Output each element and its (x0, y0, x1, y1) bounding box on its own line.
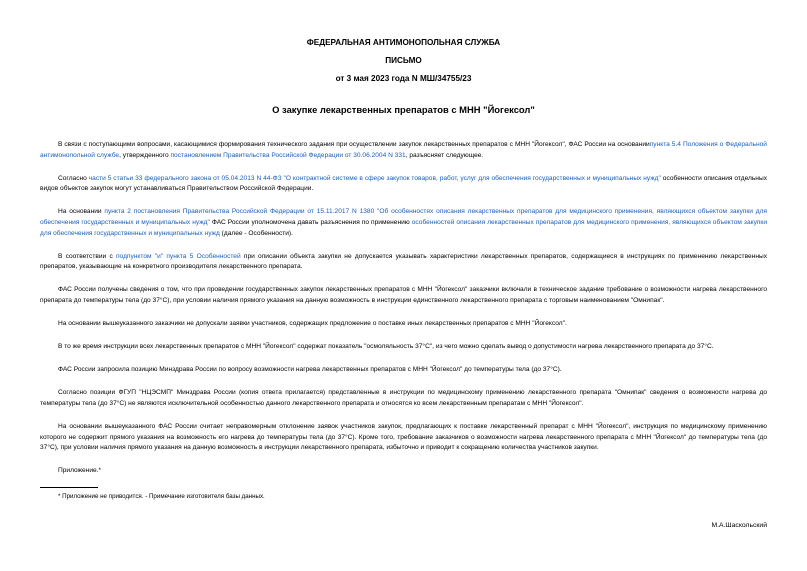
link-government-decree-331[interactable]: постановлением Правительства Российской Федерации от 30.06.2004 N 331 (170, 151, 406, 159)
paragraph-8: ФАС России запросила позицию Минздрава России по вопросу возможности нагрева лекарственных препаратов с МНН "Йогексол" до температуры тела (до 37°C). (58, 366, 562, 374)
link-features-description[interactable]: особенностей описания лекарственных препаратов для медицинского применения, являющихся объектом закупки для обеспечения государственных и муниципальных нужд (40, 218, 768, 237)
paragraph-9: Согласно позиции ФГУП "НЦЭСМП" Минздрава России (копия ответа прилагается) представленные в инструкции по медицинскому применению лекарственного препарата "Омнипак" сведения о возможности нагрева до температуры тела (до 37°C) не являются исключительной особенностью данного лекарственного препарата и относятся ко всем лекарственным препаратам с МНН "Йогексол". (40, 389, 767, 407)
paragraph-1 (40, 140, 767, 161)
document-type: ПИСЬМО (385, 56, 422, 65)
text: особенности описания отдельных видов объектов закупок могут устанавливаться Правительством Российской Федерации. (40, 174, 767, 193)
text: (далее - Особенности). (219, 229, 293, 237)
link-regulation-fas[interactable]: пункта 5.4 Положения о Федеральной антимонопольной службе (40, 141, 767, 159)
signature: М.А.Шаскольский (711, 522, 767, 529)
document-date-number: от 3 мая 2023 года N МШ/34755/23 (335, 74, 472, 83)
paragraph-6: На основании вышеуказанного заказчики не допускали заявки участников, содержащих предложение о поставке иных лекарственных препаратов с МНН "Йогексол". (58, 320, 567, 328)
text: , утвержденного (119, 151, 171, 159)
text: , разъясняет следующее. (405, 151, 484, 159)
text: ФАС России уполномочена давать разъяснения по применению (209, 218, 412, 226)
text: На основании (58, 208, 105, 216)
text: Согласно (58, 174, 89, 182)
document-body (40, 140, 767, 502)
text: при описании объекта закупки не допускается указывать характеристики лекарственных препаратов, содержащиеся в инструкциях по применению лекарственных препаратов, указывающие на конкретного производителя лекарственного препарата. (40, 252, 767, 271)
paragraph-2 (40, 174, 767, 195)
paragraph-3 (40, 207, 767, 239)
footnote-divider (40, 487, 98, 488)
document-title: О закупке лекарственных препаратов с МНН "Йогексол" (272, 104, 535, 115)
link-government-decree-1380[interactable]: пункта 2 постановления Правительства Российской Федерации от 15.11.2017 N 1380 "Об особенностях описания лекарственных препаратов для медицинского применения, являющихся объектом закупки для обеспечения государственных и муниципальных нужд" (40, 208, 767, 226)
link-subparagraph-i[interactable]: подпунктом "и" пункта 5 Особенностей (115, 252, 241, 260)
link-law-44fz[interactable]: части 5 статьи 33 федерального закона от 05.04.2013 N 44-ФЗ "О контрактной системе в сфере закупок товаров, работ, услуг для обеспечения государственных и муниципальных нужд" (88, 174, 661, 182)
paragraph-5: ФАС России получены сведения о том, что при проведении государственных закупок лекарственных препаратов с МНН "Йогексол" заказчики включали в техническое задание требование о возможности нагрева лекарственного препарата до температуры тела (до 37°C), при условии наличия прямого указания на данную возможность в инструкции единственного лекарственного препарата с торговым наименованием "Омнипак". (40, 286, 767, 304)
attachment-note: Приложение.* (58, 467, 102, 475)
paragraph-7: В то же время инструкции всех лекарственных препаратов с МНН "Йогексол" содержат показатель "осмоляльность 37°C", из чего можно сделать вывод о допустимости нагрева лекарственного препарата до 37°C. (58, 343, 714, 351)
agency-name: ФЕДЕРАЛЬНАЯ АНТИМОНОПОЛЬНАЯ СЛУЖБА (306, 38, 501, 47)
footnote: * Приложение не приводится. - Примечание изготовителя базы данных. (58, 492, 265, 500)
text: В связи с поступающими вопросами, касающимися формирования технического задания при осуществлении закупок лекарственных препаратов с МНН "Йогексол", ФАС России на основании (58, 141, 650, 148)
paragraph-4 (40, 252, 767, 273)
paragraph-10: На основании вышеуказанного ФАС России считает неправомерным отклонение заявок участников закупок, предлагающих к поставке лекарственный препарат с МНН "Йогексол", инструкция по медицинскому применению которого не содержит прямого указания на возможность его нагрева до температуры тела (до 37°C). Кроме того, требование заказчиков о возможности нагрева лекарственного препарата с МНН "Йогексол" до температуры тела (до 37°C), при условии наличия прямого указания на данную возможность в инструкции лекарственного препарата, избыточно и приводит к сокращению количества участников закупки. (40, 423, 767, 452)
text: В соответствии с (58, 252, 116, 260)
